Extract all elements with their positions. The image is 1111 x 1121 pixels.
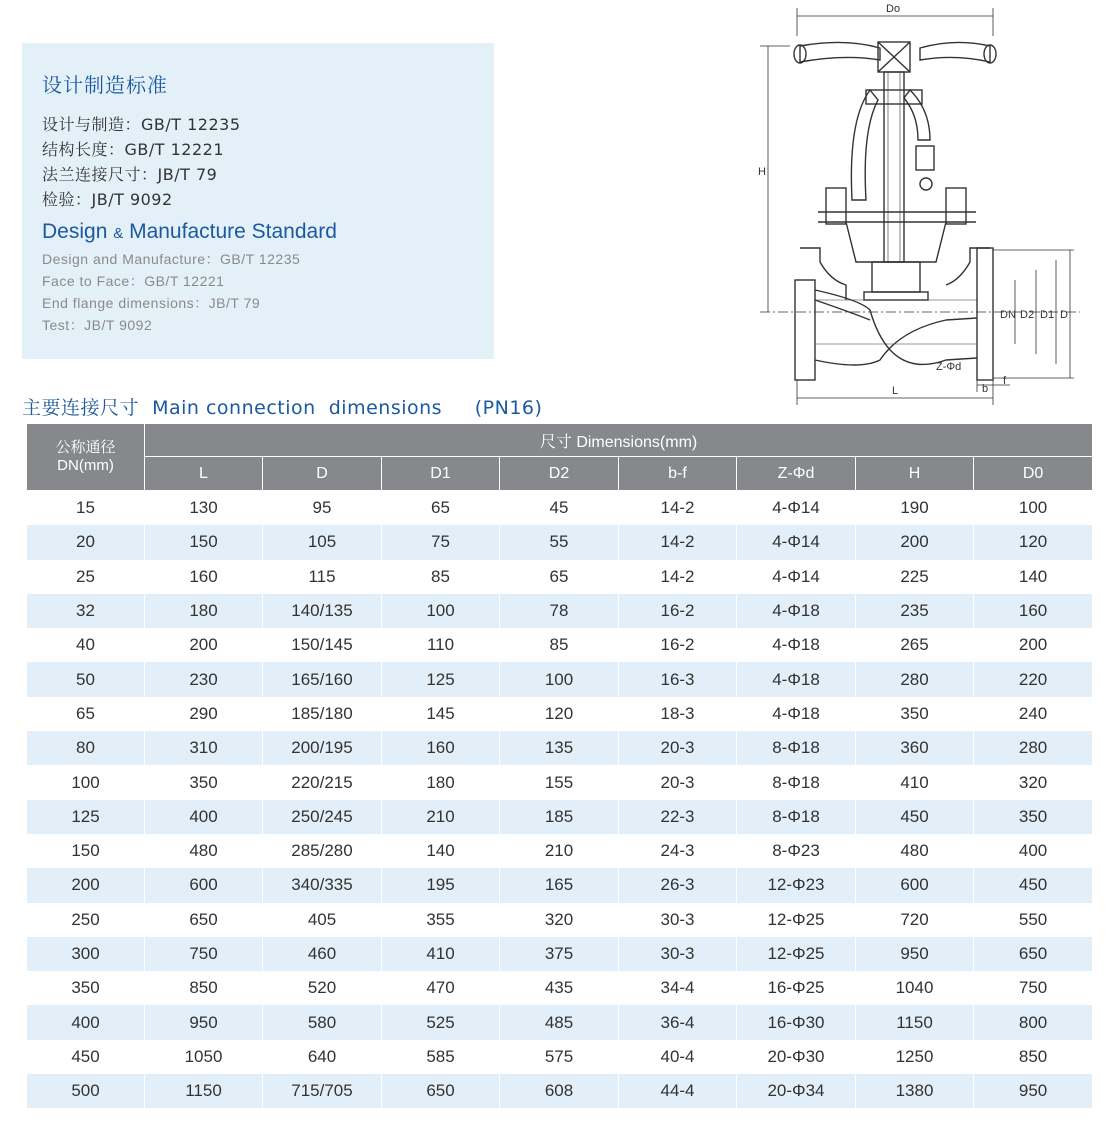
dn-cell: 20 — [27, 525, 145, 559]
dimension-cell: 200 — [145, 628, 263, 662]
dimension-cell: 450 — [856, 800, 974, 834]
diagram-label-d1: D1 — [1040, 309, 1055, 321]
dimension-cell: 200/195 — [263, 731, 382, 765]
dimensions-group-header: 尺寸 Dimensions(mm) — [145, 424, 1093, 457]
column-header: D2 — [500, 457, 619, 491]
dn-cell: 300 — [27, 937, 145, 971]
dimension-cell: 16-2 — [619, 594, 737, 628]
dimension-cell: 140 — [974, 560, 1093, 594]
dimension-cell: 240 — [974, 697, 1093, 731]
dimension-cell: 75 — [382, 525, 500, 559]
dimension-cell: 30-3 — [619, 903, 737, 937]
column-header: D — [263, 457, 382, 491]
table-row — [27, 628, 1093, 662]
dimension-cell: 135 — [500, 731, 619, 765]
dimension-cell: 8-Φ23 — [737, 834, 856, 868]
dimension-cell: 225 — [856, 560, 974, 594]
standard-line-cn: 检验：JB/T 9092 — [42, 190, 173, 209]
table-row — [27, 525, 1093, 559]
standard-line-cn: 设计与制造：GB/T 12235 — [42, 115, 241, 134]
table-row — [27, 834, 1093, 868]
dimension-cell: 280 — [974, 731, 1093, 765]
dimension-cell: 8-Φ18 — [737, 731, 856, 765]
dimension-cell: 650 — [382, 1074, 500, 1108]
dn-cell: 150 — [27, 834, 145, 868]
dimension-cell: 20-3 — [619, 765, 737, 799]
dimension-cell: 640 — [263, 1040, 382, 1074]
dimension-cell: 950 — [856, 937, 974, 971]
dimension-cell: 320 — [974, 765, 1093, 799]
dimension-cell: 230 — [145, 662, 263, 696]
dimension-cell: 355 — [382, 903, 500, 937]
diagram-label-d2: D2 — [1020, 309, 1035, 321]
dimension-cell: 575 — [500, 1040, 619, 1074]
dn-cell: 80 — [27, 731, 145, 765]
dimension-cell: 24-3 — [619, 834, 737, 868]
dn-cell: 125 — [27, 800, 145, 834]
dimension-cell: 65 — [382, 491, 500, 526]
dn-cell: 500 — [27, 1074, 145, 1108]
dimension-cell: 140 — [382, 834, 500, 868]
dn-header-en: DN(mm) — [57, 457, 114, 474]
dimension-cell: 34-4 — [619, 971, 737, 1005]
table-row — [27, 560, 1093, 594]
dimension-cell: 120 — [500, 697, 619, 731]
standard-line-en: End flange dimensions：JB/T 79 — [42, 295, 261, 311]
table-row — [27, 662, 1093, 696]
dimension-cell: 200 — [856, 525, 974, 559]
dimension-cell: 14-2 — [619, 560, 737, 594]
table-row — [27, 491, 1093, 526]
dimension-cell: 85 — [382, 560, 500, 594]
dimension-cell: 165 — [500, 868, 619, 902]
dimension-cell: 350 — [974, 800, 1093, 834]
diagram-label-zd: Z-Φd — [936, 361, 962, 373]
dimension-cell: 4-Φ14 — [737, 491, 856, 526]
dimension-cell: 850 — [974, 1040, 1093, 1074]
dimension-cell: 44-4 — [619, 1074, 737, 1108]
dimension-cell: 285/280 — [263, 834, 382, 868]
table-row — [27, 971, 1093, 1005]
dn-cell: 25 — [27, 560, 145, 594]
dimension-cell: 14-2 — [619, 491, 737, 526]
dn-cell: 50 — [27, 662, 145, 696]
dimension-cell: 950 — [145, 1005, 263, 1039]
dn-cell: 250 — [27, 903, 145, 937]
dimension-cell: 485 — [500, 1005, 619, 1039]
table-row — [27, 765, 1093, 799]
dimension-cell: 16-2 — [619, 628, 737, 662]
dimension-cell: 45 — [500, 491, 619, 526]
dimension-cell: 210 — [382, 800, 500, 834]
dimension-cell: 320 — [500, 903, 619, 937]
standard-title-en-a: Design — [42, 220, 108, 243]
diagram-label-b: b — [982, 383, 989, 395]
dimension-cell: 280 — [856, 662, 974, 696]
dimension-cell: 235 — [856, 594, 974, 628]
table-row — [27, 1040, 1093, 1074]
dn-cell: 350 — [27, 971, 145, 1005]
dimension-cell: 480 — [856, 834, 974, 868]
dimension-cell: 4-Φ18 — [737, 662, 856, 696]
dimension-cell: 185/180 — [263, 697, 382, 731]
dimension-cell: 18-3 — [619, 697, 737, 731]
dimension-cell: 200 — [974, 628, 1093, 662]
dimension-cell: 800 — [974, 1005, 1093, 1039]
dimension-cell: 4-Φ18 — [737, 628, 856, 662]
dn-cell: 100 — [27, 765, 145, 799]
dn-cell: 40 — [27, 628, 145, 662]
standard-title-en-amp: & — [113, 225, 124, 242]
dimension-cell: 310 — [145, 731, 263, 765]
dn-cell: 15 — [27, 491, 145, 526]
dimension-cell: 185 — [500, 800, 619, 834]
dimension-cell: 715/705 — [263, 1074, 382, 1108]
dimension-cell: 115 — [263, 560, 382, 594]
dn-cell: 200 — [27, 868, 145, 902]
dimension-cell: 12-Φ25 — [737, 937, 856, 971]
table-row — [27, 731, 1093, 765]
section-title: 主要连接尺寸 Main connection dimensions (PN16) — [22, 397, 543, 419]
dimension-cell: 950 — [974, 1074, 1093, 1108]
standard-title-en-b: Manufacture Standard — [129, 220, 337, 243]
dimension-cell: 360 — [856, 731, 974, 765]
dimension-cell: 100 — [500, 662, 619, 696]
dimension-cell: 350 — [856, 697, 974, 731]
table-row — [27, 937, 1093, 971]
dimension-cell: 155 — [500, 765, 619, 799]
dimension-cell: 340/335 — [263, 868, 382, 902]
dimension-cell: 650 — [145, 903, 263, 937]
dimension-cell: 85 — [500, 628, 619, 662]
dimension-cell: 130 — [145, 491, 263, 526]
column-header: L — [145, 457, 263, 491]
standard-line-cn: 结构长度：GB/T 12221 — [42, 140, 225, 159]
dimension-cell: 180 — [382, 765, 500, 799]
dimension-cell: 55 — [500, 525, 619, 559]
dimension-cell: 600 — [145, 868, 263, 902]
dimension-cell: 145 — [382, 697, 500, 731]
dimension-cell: 750 — [145, 937, 263, 971]
table-row — [27, 868, 1093, 902]
dimension-cell: 140/135 — [263, 594, 382, 628]
dimension-cell: 150/145 — [263, 628, 382, 662]
dimension-cell: 4-Φ18 — [737, 697, 856, 731]
dimension-cell: 20-Φ34 — [737, 1074, 856, 1108]
dimension-cell: 250/245 — [263, 800, 382, 834]
dimension-cell: 195 — [382, 868, 500, 902]
dimension-cell: 520 — [263, 971, 382, 1005]
dimension-cell: 105 — [263, 525, 382, 559]
standard-title-cn: 设计制造标准 — [42, 73, 168, 97]
dimension-cell: 1040 — [856, 971, 974, 1005]
column-header: H — [856, 457, 974, 491]
dimension-cell: 14-2 — [619, 525, 737, 559]
dimension-cell: 220/215 — [263, 765, 382, 799]
dimension-cell: 78 — [500, 594, 619, 628]
standard-title-en — [42, 220, 494, 244]
dimension-cell: 265 — [856, 628, 974, 662]
dimension-cell: 410 — [856, 765, 974, 799]
dimension-cell: 36-4 — [619, 1005, 737, 1039]
dimension-cell: 16-Φ25 — [737, 971, 856, 1005]
column-header: D1 — [382, 457, 500, 491]
dimension-cell: 1150 — [856, 1005, 974, 1039]
column-header: D0 — [974, 457, 1093, 491]
dimension-cell: 550 — [974, 903, 1093, 937]
valve-diagram — [740, 0, 1080, 410]
standard-panel — [22, 43, 494, 359]
dimension-cell: 180 — [145, 594, 263, 628]
dimension-cell: 95 — [263, 491, 382, 526]
standard-line-en: Face to Face：GB/T 12221 — [42, 273, 225, 289]
standard-line-en: Test：JB/T 9092 — [42, 317, 153, 333]
diagram-label-h: H — [758, 166, 766, 178]
table-row — [27, 800, 1093, 834]
dimension-cell: 210 — [500, 834, 619, 868]
column-header: b-f — [619, 457, 737, 491]
dimension-cell: 165/160 — [263, 662, 382, 696]
dimension-cell: 160 — [145, 560, 263, 594]
diagram-label-f: f — [1003, 375, 1007, 387]
dimension-cell: 30-3 — [619, 937, 737, 971]
dimension-cell: 460 — [263, 937, 382, 971]
column-header: Z-Φd — [737, 457, 856, 491]
dimension-cell: 8-Φ18 — [737, 800, 856, 834]
table-row — [27, 594, 1093, 628]
dimension-cell: 22-3 — [619, 800, 737, 834]
dimension-cell: 600 — [856, 868, 974, 902]
dimension-cell: 650 — [974, 937, 1093, 971]
dimension-cell: 12-Φ25 — [737, 903, 856, 937]
dimension-cell: 850 — [145, 971, 263, 1005]
dimension-cell: 20-3 — [619, 731, 737, 765]
dimension-cell: 1050 — [145, 1040, 263, 1074]
dimension-cell: 450 — [974, 868, 1093, 902]
table-row — [27, 1005, 1093, 1039]
dimension-cell: 400 — [145, 800, 263, 834]
dimension-cell: 608 — [500, 1074, 619, 1108]
diagram-label-dn: DN — [1000, 309, 1016, 321]
table-row — [27, 903, 1093, 937]
dimension-cell: 150 — [145, 525, 263, 559]
dimension-cell: 375 — [500, 937, 619, 971]
dimension-cell: 1380 — [856, 1074, 974, 1108]
dimension-cell: 1150 — [145, 1074, 263, 1108]
dimension-cell: 65 — [500, 560, 619, 594]
dimension-cell: 580 — [263, 1005, 382, 1039]
dimension-cell: 470 — [382, 971, 500, 1005]
dn-header — [27, 424, 145, 491]
standard-line-cn: 法兰连接尺寸：JB/T 79 — [42, 165, 218, 184]
dimension-cell: 125 — [382, 662, 500, 696]
dimension-cell: 16-3 — [619, 662, 737, 696]
dimension-cell: 40-4 — [619, 1040, 737, 1074]
dimension-cell: 16-Φ30 — [737, 1005, 856, 1039]
dimension-cell: 585 — [382, 1040, 500, 1074]
dimension-cell: 750 — [974, 971, 1093, 1005]
dimension-cell: 8-Φ18 — [737, 765, 856, 799]
dimension-cell: 4-Φ18 — [737, 594, 856, 628]
diagram-label-l: L — [892, 385, 899, 397]
dimension-cell: 4-Φ14 — [737, 560, 856, 594]
dimension-cell: 120 — [974, 525, 1093, 559]
dimension-cell: 350 — [145, 765, 263, 799]
dn-header-cn: 公称通径 — [55, 439, 116, 456]
standard-line-en: Design and Manufacture：GB/T 12235 — [42, 251, 301, 267]
table-row — [27, 697, 1093, 731]
dimension-cell: 720 — [856, 903, 974, 937]
dimension-cell: 410 — [382, 937, 500, 971]
dimension-cell: 160 — [974, 594, 1093, 628]
dimension-cell: 100 — [382, 594, 500, 628]
dn-cell: 65 — [27, 697, 145, 731]
dimensions-table — [26, 423, 1093, 1108]
dimension-cell: 20-Φ30 — [737, 1040, 856, 1074]
dimension-cell: 26-3 — [619, 868, 737, 902]
diagram-label-do: Do — [886, 3, 901, 15]
dn-cell: 32 — [27, 594, 145, 628]
dimension-cell: 290 — [145, 697, 263, 731]
diagram-label-d: D — [1060, 309, 1068, 321]
dimension-cell: 220 — [974, 662, 1093, 696]
table-row — [27, 1074, 1093, 1108]
dimension-cell: 12-Φ23 — [737, 868, 856, 902]
dimension-cell: 4-Φ14 — [737, 525, 856, 559]
dimension-cell: 525 — [382, 1005, 500, 1039]
dimension-cell: 400 — [974, 834, 1093, 868]
dimension-cell: 405 — [263, 903, 382, 937]
dimension-cell: 480 — [145, 834, 263, 868]
dimension-cell: 190 — [856, 491, 974, 526]
dimension-cell: 160 — [382, 731, 500, 765]
dn-cell: 450 — [27, 1040, 145, 1074]
dimension-cell: 1250 — [856, 1040, 974, 1074]
dimension-cell: 100 — [974, 491, 1093, 526]
dimension-cell: 435 — [500, 971, 619, 1005]
dimension-cell: 110 — [382, 628, 500, 662]
dn-cell: 400 — [27, 1005, 145, 1039]
